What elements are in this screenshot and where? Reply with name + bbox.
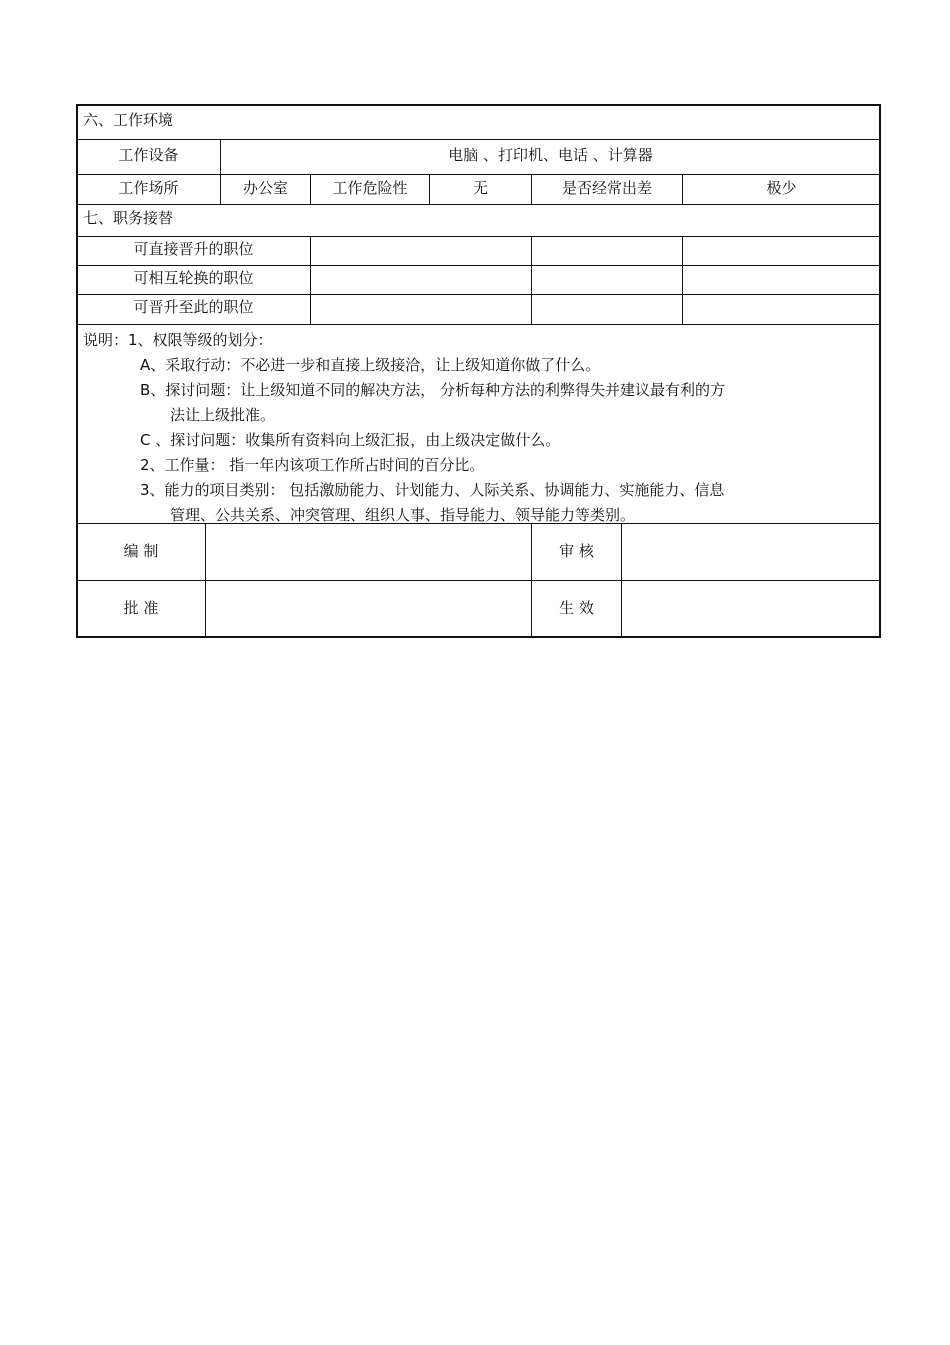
succession-cell xyxy=(682,265,881,295)
effective-value-cell xyxy=(621,580,881,638)
section6-heading: 六、工作环境 xyxy=(83,111,174,129)
workplace-label: 工作场所 xyxy=(118,179,179,197)
succession-cell xyxy=(310,236,532,266)
succession-cell xyxy=(531,236,683,266)
note-line: 说明：1、权限等级的划分： xyxy=(83,331,273,349)
note-line: A、采取行动：不必进一步和直接上级接洽，让上级知道你做了什么。 xyxy=(140,356,601,374)
compile-value-cell xyxy=(205,523,532,581)
succession-label: 可直接晋升的职位 xyxy=(133,240,254,258)
workplace-value: 办公室 xyxy=(242,179,288,197)
travel-value: 极少 xyxy=(766,179,797,197)
equipment-value: 电脑 、打印机、电话 、计算器 xyxy=(448,146,653,164)
section6-heading-row xyxy=(76,104,881,140)
approve-value-cell xyxy=(205,580,532,638)
notes-text xyxy=(83,328,873,528)
succession-cell xyxy=(310,265,532,295)
succession-cell xyxy=(682,236,881,266)
note-line: 管理、公共关系、冲突管理、组织人事、指导能力、领导能力等类别。 xyxy=(170,506,636,524)
succession-cell xyxy=(531,265,683,295)
note-line: 2、工作量： 指一年内该项工作所占时间的百分比。 xyxy=(140,456,485,474)
note-line: B、探讨问题：让上级知道不同的解决方法， 分析每种方法的利弊得失并建议最有利的方 xyxy=(140,381,726,399)
succession-cell xyxy=(310,294,532,325)
hazard-label: 工作危险性 xyxy=(332,179,408,197)
travel-label: 是否经常出差 xyxy=(561,179,652,197)
succession-cell xyxy=(531,294,683,325)
section7-heading: 七、职务接替 xyxy=(83,209,174,227)
review-label: 审 核 xyxy=(559,542,594,560)
compile-label: 编 制 xyxy=(123,542,159,560)
succession-label: 可相互轮换的职位 xyxy=(133,269,254,287)
approve-label: 批 准 xyxy=(123,599,159,617)
section7-heading-row xyxy=(76,204,881,237)
succession-label: 可晋升至此的职位 xyxy=(133,298,254,316)
succession-cell xyxy=(682,294,881,325)
hazard-value: 无 xyxy=(472,179,488,197)
equipment-label: 工作设备 xyxy=(118,146,179,164)
effective-label: 生 效 xyxy=(559,599,594,617)
note-line: C 、探讨问题：收集所有资料向上级汇报，由上级决定做什么。 xyxy=(140,431,561,449)
note-line: 法让上级批准。 xyxy=(170,406,276,424)
review-value-cell xyxy=(621,523,881,581)
note-line: 3、能力的项目类别： 包括激励能力、计划能力、人际关系、协调能力、实施能力、信息 xyxy=(140,481,725,499)
